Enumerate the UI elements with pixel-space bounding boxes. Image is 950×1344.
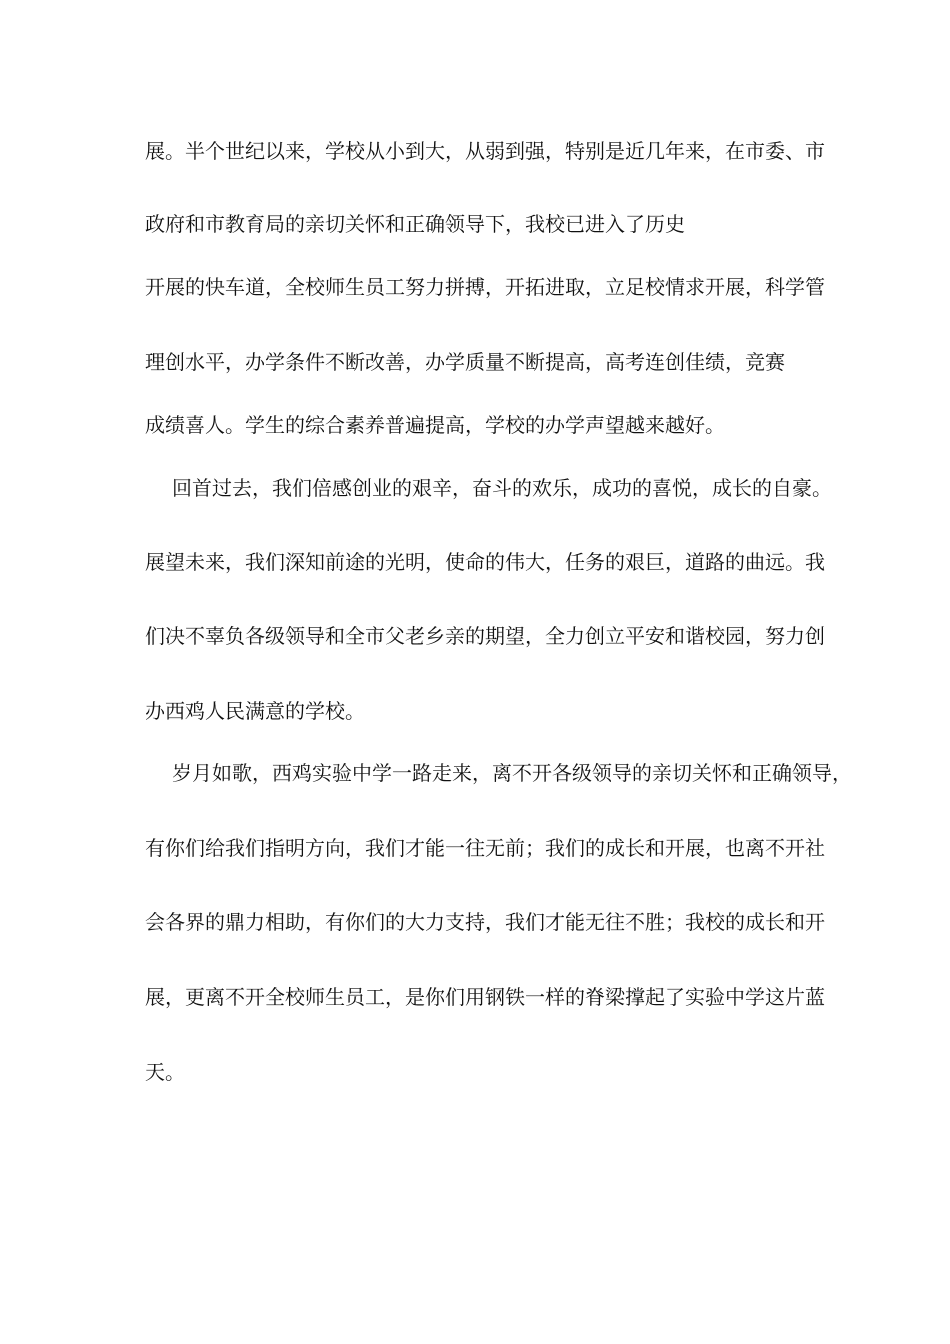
text-line: 有你们给我们指明方向，我们才能一往无前；我们的成长和开展，也离不开社 (145, 836, 825, 860)
text-line: 理创水平，办学条件不断改善，办学质量不断提高，高考连创佳绩，竞赛 (145, 350, 785, 374)
text-line: 天。 (145, 1060, 185, 1084)
text-line: 成绩喜人。学生的综合素养普遍提高，学校的办学声望越来越好。 (145, 413, 725, 437)
text-line: 们决不辜负各级领导和全市父老乡亲的期望，全力创立平安和谐校园，努力创 (145, 624, 825, 648)
paragraph-first-line: 岁月如歌，西鸡实验中学一路走来，离不开各级领导的亲切关怀和正确领导， (172, 761, 852, 785)
text-line: 办西鸡人民满意的学校。 (145, 699, 365, 723)
text-line: 政府和市教育局的亲切关怀和正确领导下，我校已进入了历史 (145, 212, 685, 236)
text-line: 展，更离不开全校师生员工，是你们用钢铁一样的脊梁撑起了实验中学这片蓝 (145, 985, 825, 1009)
text-line: 展。半个世纪以来，学校从小到大，从弱到强，特别是近几年来，在市委、市 (145, 139, 825, 163)
paragraph-first-line: 回首过去，我们倍感创业的艰辛，奋斗的欢乐，成功的喜悦，成长的自豪。 (172, 476, 832, 500)
text-line: 会各界的鼎力相助，有你们的大力支持，我们才能无往不胜；我校的成长和开 (145, 910, 825, 934)
text-line: 展望未来，我们深知前途的光明，使命的伟大，任务的艰巨，道路的曲远。我 (145, 550, 825, 574)
text-line: 开展的快车道，全校师生员工努力拼搏，开拓进取，立足校情求开展，科学管 (145, 275, 825, 299)
